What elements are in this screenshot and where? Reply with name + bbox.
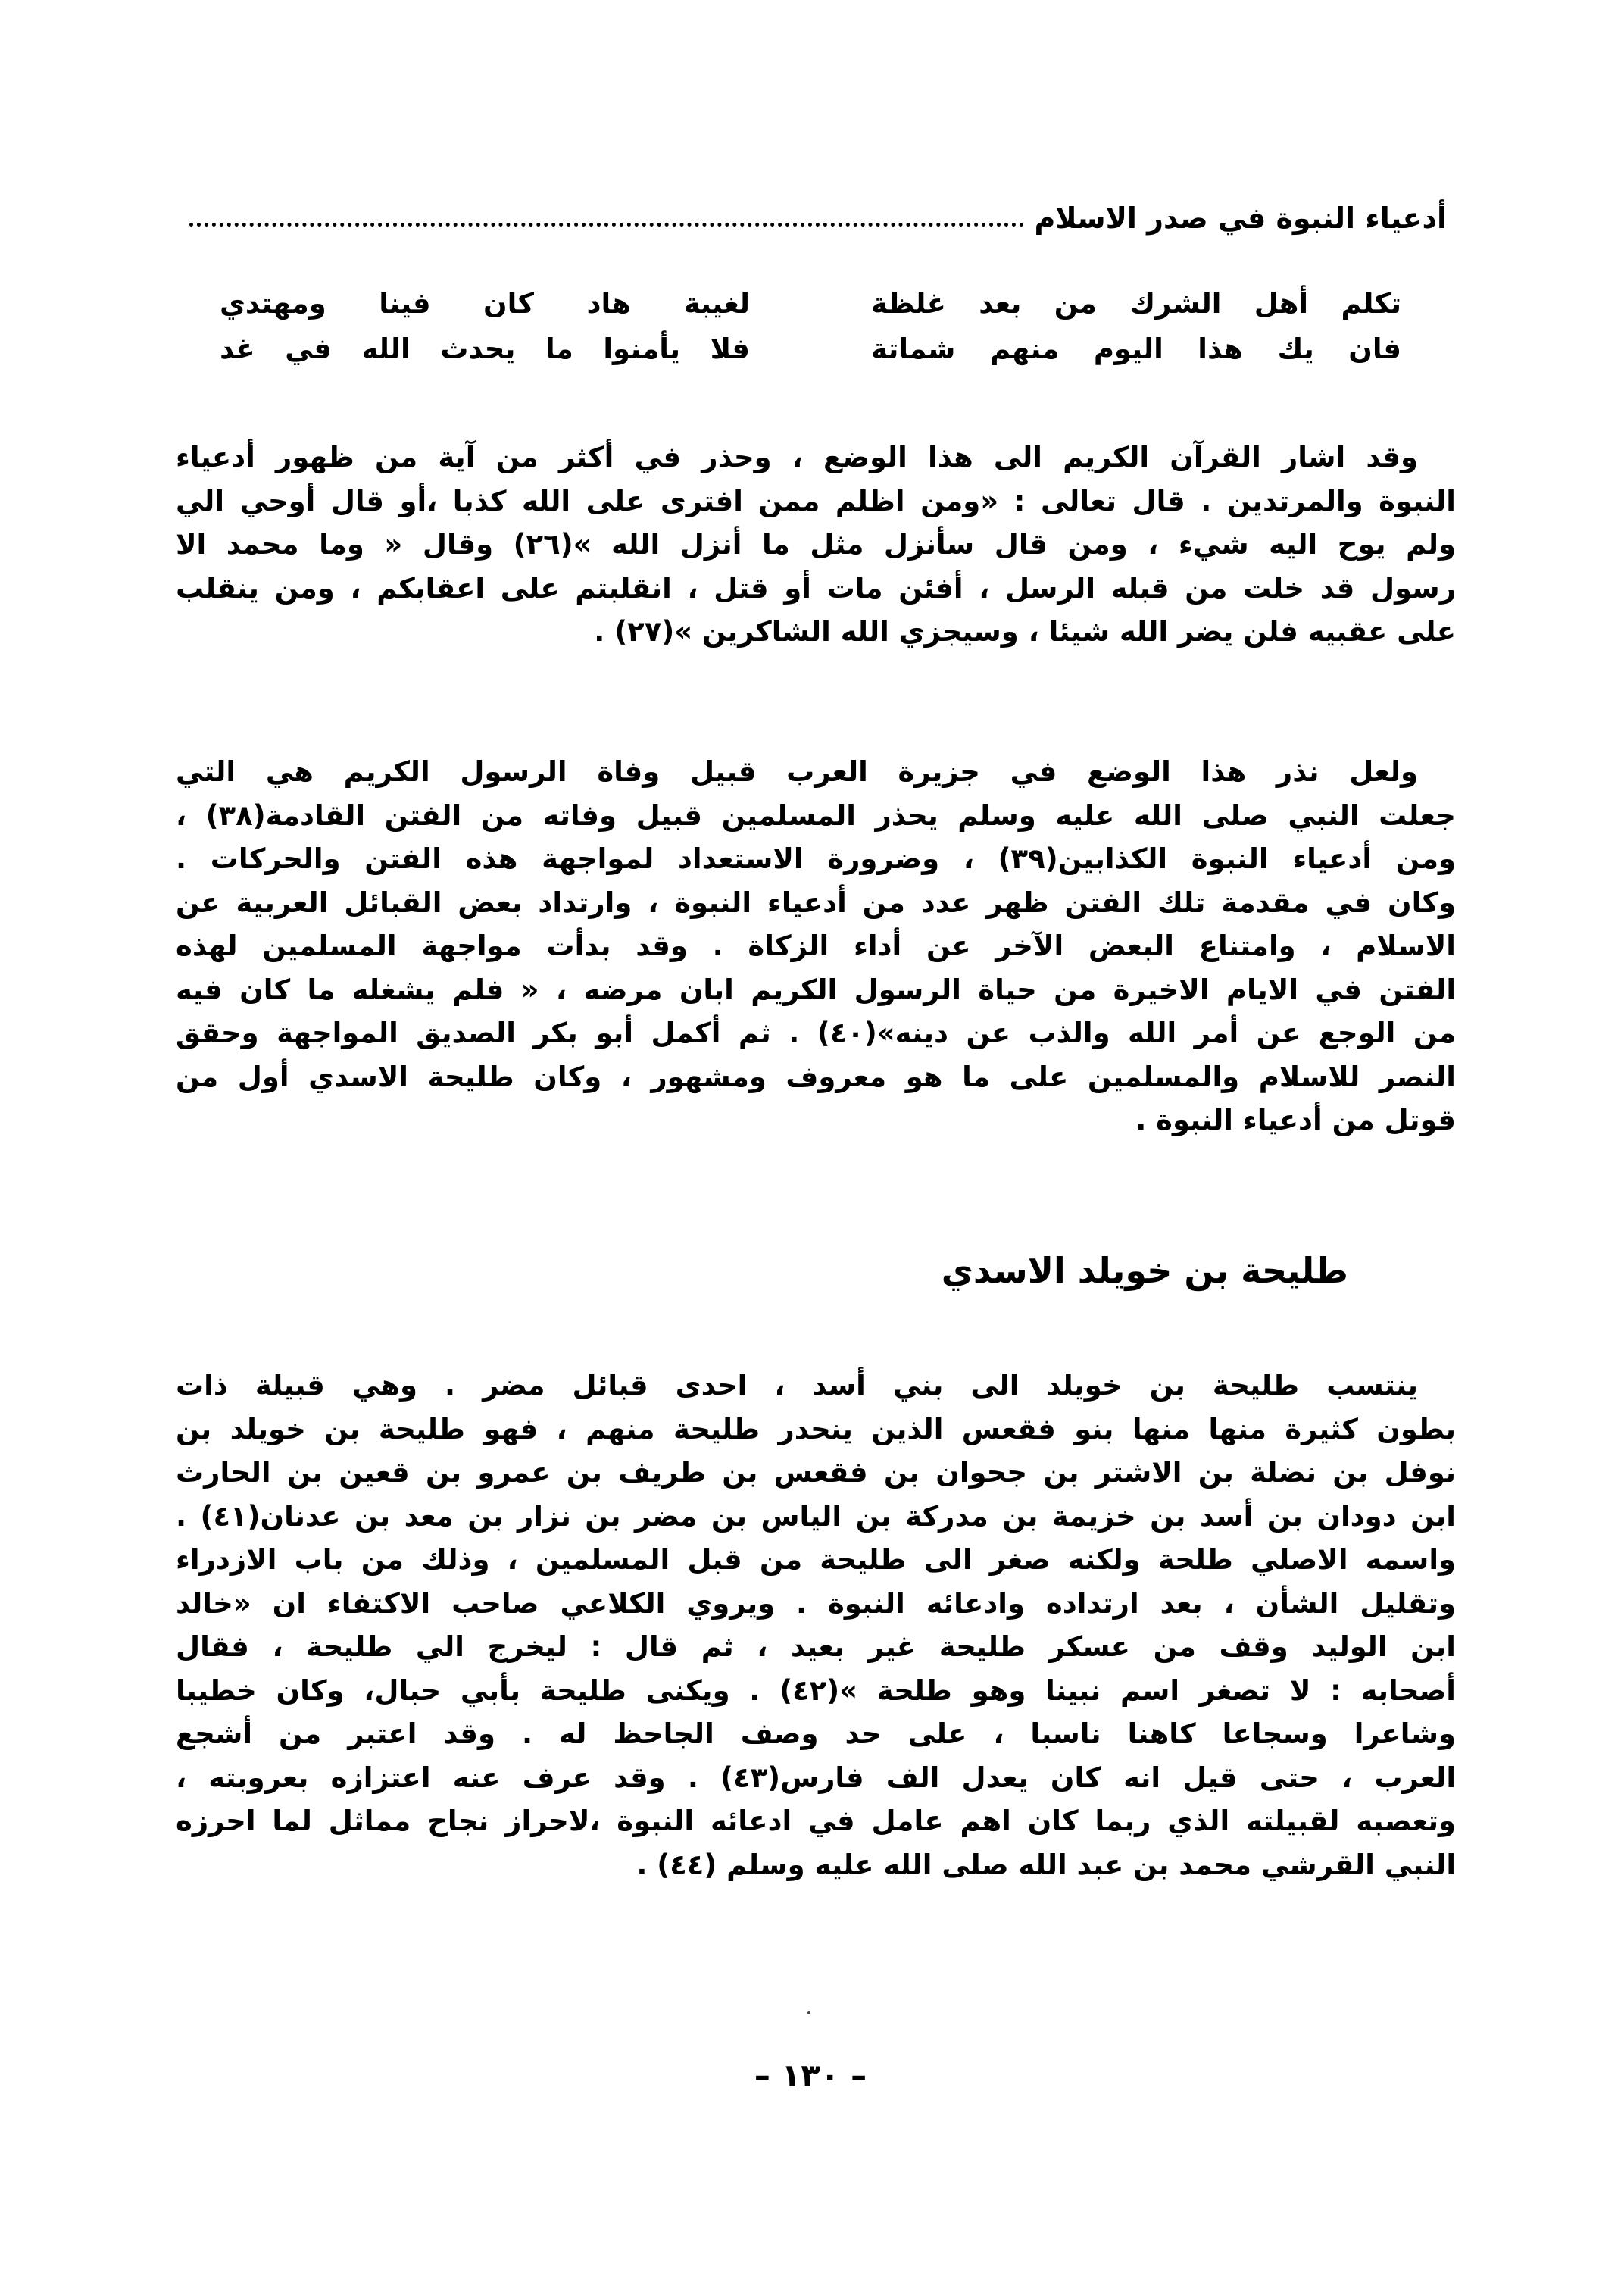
running-title: أدعياء النبوة في صدر الاسلام [1034, 202, 1447, 235]
text-line: من الوجع عن أمر الله والذب عن دينه»(٤٠) . ثم أكمل أبو بكر الصديق المواجهة وحقق [176, 1017, 1456, 1049]
text-line: النبوة والمرتدين . قال تعالى : «ومن اظلم ممن افترى على الله كذبا ،أو قال أوحي الي [176, 484, 1456, 517]
text-line: نوفل بن نضلة بن الاشتر بن جحوان بن فقعس بن طريف بن عمرو بن قعين بن الحارث [176, 1456, 1456, 1489]
header-dotted-rule [189, 223, 1024, 227]
paragraph-quran-warning [176, 436, 1456, 654]
text-line: واسمه الاصلي طلحة ولكنه صغر الى طليحة من قبل المسلمين ، وذلك من باب الازدراء [176, 1543, 1456, 1576]
section-heading: طليحة بن خويلد الاسدي [941, 1250, 1348, 1291]
poem-hemistich-first: تكلم أهل الشرك من بعد غلظة [871, 286, 1401, 320]
text-line: العرب ، حتى قيل انه كان يعدل الف فارس(٤٣) . وقد عرف عنه اعتزازه بعروبته ، [176, 1761, 1456, 1794]
paragraph-tulayha [176, 1364, 1456, 1886]
text-line: ولم يوح اليه شيء ، ومن قال سأنزل مثل ما أنزل الله »(٢٦) وقال « وما محمد الا [176, 528, 1456, 561]
paragraph-fitna [176, 750, 1456, 1142]
text-line: ابن الوليد وقف من عسكر طليحة غير بعيد ، ثم قال : ليخرج الي طليحة ، فقال [176, 1630, 1456, 1663]
text-line: النصر للاسلام والمسلمين على ما هو معروف ومشهور ، وكان طليحة الاسدي أول من [176, 1060, 1456, 1093]
text-line: أصحابه : لا تصغر اسم نبينا وهو طلحة »(٤٢) . ويكنى طليحة بأبي حبال، وكان خطيبا [176, 1674, 1456, 1707]
text-line: الاسلام ، وامتناع البعض الآخر عن أداء الزكاة . وقد بدأت مواجهة المسلمين لهذه [176, 930, 1456, 962]
text-line: بطون كثيرة منها منها بنو فقعس الذين ينحدر طليحة منهم ، فهو طليحة بن خويلد بن [176, 1412, 1456, 1445]
page-number: – ١٣٠ – [754, 2057, 867, 2094]
text-line: على عقبيه فلن يضر الله شيئا ، وسيجزي الله الشاكرين »(٢٧) . [594, 615, 1456, 648]
text-line: وتعصبه لقبيلته الذي ربما كان اهم عامل في ادعائه النبوة ،لاحراز نجاح مماثل لما احرزه [176, 1805, 1456, 1837]
text-line: رسول قد خلت من قبله الرسل ، أفئن مات أو قتل ، انقلبتم على اعقابكم ، ومن ينقلب [176, 571, 1456, 605]
text-line: وشاعرا وسجاعا كاهنا ناسبا ، على حد وصف الجاحظ له . وقد اعتبر من أشجع [176, 1717, 1456, 1750]
text-line: الفتن في الايام الاخيرة من حياة الرسول الكريم ابان مرضه ، « فلم يشغله ما كان فيه [176, 973, 1456, 1006]
poem-verse [220, 280, 1401, 326]
text-line: وتقليل الشأن ، بعد ارتداده وادعائه النبوة . ويروي الكلاعي صاحب الاكتفاء ان «خالد [176, 1586, 1456, 1620]
text-line: وكان في مقدمة تلك الفتن ظهر عدد من أدعياء النبوة ، وارتداد بعض القبائل العربية عن [176, 886, 1456, 919]
scan-speck [807, 2011, 810, 2014]
poem-hemistich-first: فان يك هذا اليوم منهم شماتة [871, 332, 1401, 365]
text-line: ولعل نذر هذا الوضع في جزيرة العرب قبيل وفاة الرسول الكريم هي التي [176, 755, 1418, 788]
text-line: ابن دودان بن أسد بن خزيمة بن مدركة بن الياس بن مضر بن نزار بن معد بن عدنان(٤١) . [176, 1499, 1456, 1533]
text-line: قوتل من أدعياء النبوة . [1135, 1104, 1456, 1136]
poem [220, 280, 1401, 371]
text-line: جعلت النبي صلى الله عليه وسلم يحذر المسلمين قبيل وفاته من الفتن القادمة(٣٨) ، [176, 799, 1456, 832]
poem-hemistich-second: لغيبة هاد كان فينا ومهتدي [220, 286, 750, 320]
running-header [189, 195, 1447, 241]
text-line: ومن أدعياء النبوة الكذابين(٣٩) ، وضرورة الاستعداد لمواجهة هذه الفتن والحركات . [176, 842, 1456, 875]
poem-verse [220, 326, 1401, 371]
text-line: ينتسب طليحة بن خويلد الى بني أسد ، احدى قبائل مضر . وهي قبيلة ذات [176, 1369, 1418, 1402]
text-line: وقد اشار القرآن الكريم الى هذا الوضع ، وحذر في أكثر من آية من ظهور أدعياء [176, 441, 1418, 473]
text-line: النبي القرشي محمد بن عبد الله صلى الله عليه وسلم (٤٤) . [636, 1848, 1456, 1881]
poem-hemistich-second: فلا يأمنوا ما يحدث الله في غد [220, 332, 750, 365]
